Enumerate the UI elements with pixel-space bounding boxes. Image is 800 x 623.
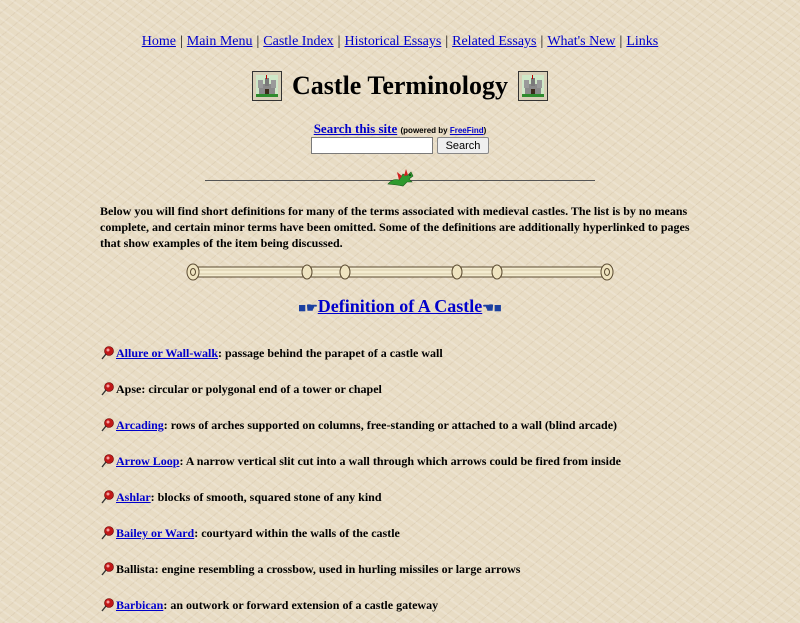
nav-home-link[interactable]: Home [141,34,176,49]
list-item [100,335,760,371]
term-name: Ballista [116,562,155,576]
list-item [100,443,760,479]
search-button[interactable]: Search [437,137,490,154]
freefind-link[interactable]: FreeFind [449,126,484,135]
nav-separator: | [179,34,183,49]
nav-main-menu-link[interactable]: Main Menu [186,34,253,49]
powered-by-text: (powered by FreeFind) [400,126,487,135]
search-row [0,137,800,154]
definition-heading [0,296,800,317]
pushpin-icon [100,417,116,433]
nav-separator: | [337,34,341,49]
nav-separator: | [445,34,449,49]
term-link[interactable]: Arrow Loop [116,454,180,468]
term-link[interactable]: Ashlar [116,490,151,504]
definition-of-castle-link[interactable]: Definition of A Castle [317,296,483,316]
dragon-divider [205,166,595,190]
nav-links-link[interactable]: Links [626,34,659,49]
top-navigation [0,34,800,50]
castle-icon [518,71,548,101]
term-link[interactable]: Allure or Wall-walk [116,346,219,360]
term-definition: : blocks of smooth, squared stone of any kind [150,490,382,504]
nav-related-essays-link[interactable]: Related Essays [452,34,537,49]
dragon-icon [385,166,417,195]
list-item [100,479,760,515]
pushpin-icon [100,345,116,361]
term-definition: : rows of arches supported on columns, free-standing or attached to a wall (blind arcade) [163,418,618,432]
search-site-link[interactable]: Search this site [313,121,398,136]
nav-castle-index-link[interactable]: Castle Index [263,34,334,49]
pushpin-icon [100,381,116,397]
pointing-hand-right-icon: ■☛ [298,300,318,315]
search-section-label [0,121,800,137]
term-definition: : circular or polygonal end of a tower or chapel [141,382,382,396]
term-definition: : passage behind the parapet of a castle wall [218,346,443,360]
pushpin-icon [100,561,116,577]
pointing-hand-left-icon: ☚■ [482,300,502,315]
pushpin-icon [100,453,116,469]
term-name: Apse [116,382,142,396]
list-item [100,551,760,587]
castle-icon [252,71,282,101]
terms-list [100,335,760,623]
term-definition: : courtyard within the walls of the castle [194,526,400,540]
term-definition: : A narrow vertical slit cut into a wall through which arrows could be fired from inside [179,454,622,468]
term-definition: : an outwork or forward extension of a castle gateway [163,598,439,612]
pushpin-icon [100,597,116,613]
list-item [100,515,760,551]
list-item [100,371,760,407]
nav-separator: | [540,34,544,49]
list-item [100,587,760,623]
term-definition: : engine resembling a crossbow, used in hurling missiles or large arrows [154,562,521,576]
term-link[interactable]: Barbican [116,598,164,612]
term-link[interactable]: Arcading [116,418,164,432]
nav-separator: | [256,34,260,49]
page-title: Castle Terminology [292,71,508,100]
pushpin-icon [100,489,116,505]
scroll-divider-icon [185,262,615,287]
search-input[interactable] [311,137,433,154]
nav-whats-new-link[interactable]: What's New [547,34,616,49]
term-link[interactable]: Bailey or Ward [116,526,195,540]
nav-separator: | [619,34,623,49]
pushpin-icon [100,525,116,541]
nav-historical-essays-link[interactable]: Historical Essays [344,34,442,49]
intro-paragraph: Below you will find short definitions for many of the terms associated with medieval castles. The list is by no means complete, and certain minor terms have been omitted. Some of the definitions are additionally hyperlinked to pages that show examples of the item being discussed. [100,204,690,250]
list-item [100,407,760,443]
title-row [0,66,800,106]
